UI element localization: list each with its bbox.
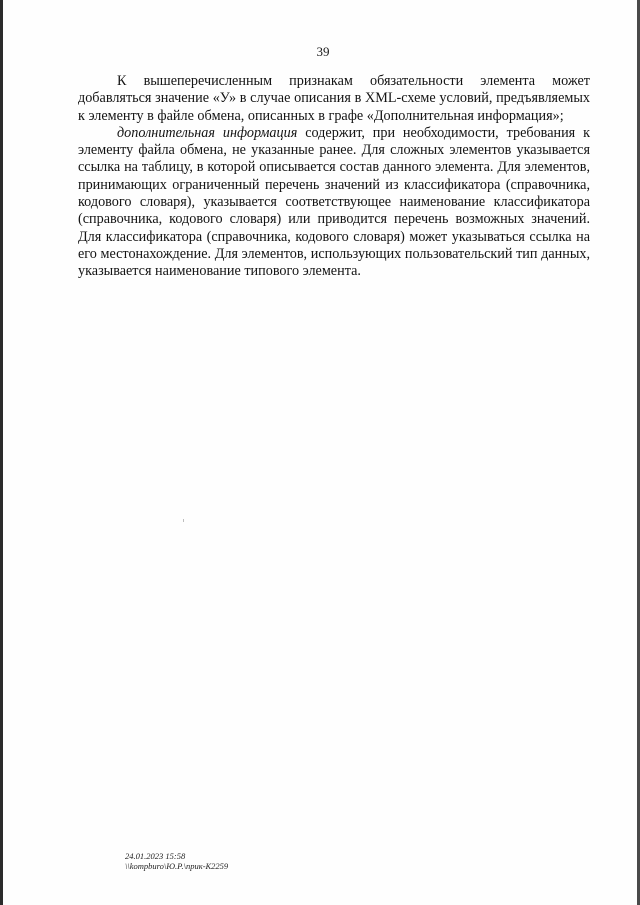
paragraph-additional-information-text: содержит, при необходимости, требования к элементу файла обмена, не указанные ранее. Для сложных элементов указывается ссылка на таблицу, в которой описывается состав данного элемента. Для элементов, принимающих ограниченный перечень значений из классификатора (справочника, кодового словаря), указывается соответствующее наименование классификатора (справочника, кодового словаря) или приводится перечень возможных значений. Для классификатора (справочника, кодового словаря) может указываться ссылка на его местонахождение. Для элементов, использующих пользовательский тип данных, указывается наименование типового элемента. <box>78 124 590 280</box>
paragraph-mandatory-attributes: К вышеперечисленным признакам обязательности элемента может добавляться значение «У» в случае описания в XML-схеме условий, предъявляемых к элементу в файле обмена, описанных в графе «Дополнительная информация»; <box>78 73 590 124</box>
scan-speck <box>183 519 184 522</box>
footer-stamp <box>125 851 228 871</box>
body-text <box>78 73 590 281</box>
page-number: 39 <box>316 44 330 59</box>
term-additional-information: дополнительная информация <box>117 124 298 141</box>
footer-file-reference: \\kompburo\Ю.Р.\прик-К2259 <box>125 861 229 871</box>
paragraph-additional-information <box>78 125 590 281</box>
footer-timestamp: 24.01.2023 15:58 <box>125 851 186 861</box>
